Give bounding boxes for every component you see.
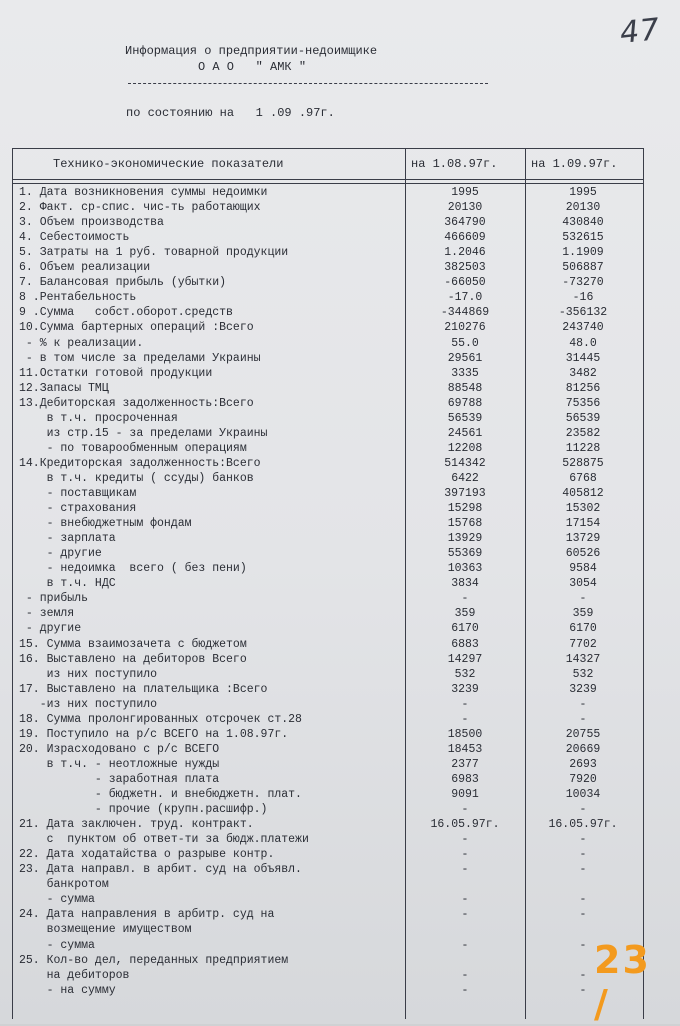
value-sep: 60526 (565, 547, 601, 561)
value-aug: 6883 (451, 637, 479, 651)
value-aug: 2377 (451, 757, 479, 771)
value-sep: 17154 (565, 517, 601, 531)
row-label: 25. Кол-во дел, переданных предприятием (19, 953, 289, 967)
value-sep: 243740 (562, 321, 604, 335)
value-aug: 20130 (447, 201, 483, 215)
value-sep: 532615 (562, 231, 604, 245)
row-label: из стр.15 - за пределами Украины (19, 426, 268, 440)
value-aug: -17.0 (447, 291, 483, 305)
value-sep: 7920 (569, 772, 597, 786)
row-label: 2. Факт. ср-спис. чис-ть работающих (19, 201, 261, 215)
value-aug: - (461, 712, 469, 726)
value-aug: - (461, 697, 469, 711)
value-sep: 13729 (565, 532, 601, 546)
value-sep: - (579, 908, 587, 922)
row-label: 5. Затраты на 1 руб. товарной продукции (19, 246, 289, 260)
row-label: 11.Остатки готовой продукции (19, 366, 213, 380)
value-sep: 7702 (569, 637, 597, 651)
row-label: 4. Себестоимость (19, 231, 130, 245)
table-row (13, 501, 643, 517)
row-label: - по товарообменным операциям (19, 441, 247, 455)
table-row (13, 968, 643, 984)
row-label: на дебиторов (19, 968, 130, 982)
row-label: - прибыль (19, 592, 89, 606)
row-label: - заработная плата (19, 772, 220, 786)
table-row (13, 561, 643, 577)
value-sep: 6768 (569, 471, 597, 485)
value-aug: 15298 (447, 502, 483, 516)
table-row (13, 426, 643, 442)
row-label: 14.Кредиторская задолженность:Всего (19, 456, 261, 470)
company-name: О А О " АМК " (198, 60, 307, 74)
value-aug: - (461, 983, 469, 997)
row-label: в т.ч. - неотложные нужды (19, 757, 220, 771)
value-sep: 10034 (565, 788, 601, 801)
row-label: - недоимка всего ( без пени) (19, 562, 247, 576)
table-row (13, 742, 643, 758)
value-aug: - (461, 938, 469, 952)
column-header-indicators: Технико-экономические показатели (53, 157, 284, 171)
table-row (13, 456, 643, 472)
value-aug: 55369 (447, 547, 483, 561)
table-row (13, 320, 643, 336)
row-label: - на сумму (19, 983, 116, 997)
value-sep: -73270 (562, 276, 604, 290)
value-sep: - (579, 803, 587, 817)
table-row (13, 712, 643, 728)
value-aug: 18500 (447, 727, 483, 741)
value-sep: - (579, 983, 587, 997)
value-aug: - (461, 803, 469, 817)
value-sep: 75356 (565, 396, 601, 410)
row-label: 7. Балансовая прибыль (убытки) (19, 276, 227, 290)
value-aug: 397193 (444, 487, 486, 500)
row-label: 20. Израсходовано с р/с ВСЕГО (19, 742, 220, 756)
value-sep: 3239 (569, 682, 597, 696)
value-sep: 1.1909 (562, 246, 604, 260)
table-row (13, 305, 643, 321)
table-row (13, 200, 643, 216)
table-row (13, 411, 643, 427)
row-label: возмещение имуществом (19, 923, 192, 937)
row-label: - сумма (19, 893, 95, 907)
value-aug: 364790 (444, 216, 486, 230)
table-row (13, 275, 643, 291)
table-row (13, 351, 643, 367)
table-row (13, 621, 643, 637)
table-row (13, 772, 643, 788)
table-row (13, 381, 643, 397)
row-label: 3. Объем производства (19, 216, 164, 230)
table-row (13, 817, 643, 833)
row-label: из них поступило (19, 667, 158, 681)
value-sep: - (579, 863, 587, 877)
row-label: 18. Сумма пролонгированных отсрочек ст.28 (19, 712, 302, 726)
value-sep: 430840 (562, 216, 604, 230)
row-label: в т.ч. просроченная (19, 411, 178, 425)
row-label: 16. Выставлено на дебиторов Всего (19, 652, 247, 666)
value-aug: 24561 (447, 426, 483, 440)
header-rule (13, 179, 643, 180)
value-sep: 1995 (569, 186, 597, 199)
row-label: 8 .Рентабельность (19, 291, 137, 305)
value-aug: 56539 (447, 411, 483, 425)
value-sep: 20669 (565, 742, 601, 756)
row-label: - земля (19, 607, 75, 621)
value-aug: - (461, 848, 469, 862)
table-row (13, 983, 643, 999)
row-label: 22. Дата ходатайства о разрыве контр. (19, 848, 275, 862)
table-row (13, 727, 643, 743)
value-sep: -16 (572, 291, 594, 305)
value-sep: 3482 (569, 366, 597, 380)
table-row (13, 907, 643, 923)
table-row (13, 396, 643, 412)
value-aug: 55.0 (451, 336, 479, 350)
value-sep: 48.0 (569, 336, 597, 350)
value-sep: 6170 (569, 622, 597, 636)
table-row (13, 591, 643, 607)
table-row (13, 667, 643, 683)
row-label: 15. Сумма взаимозачета с бюджетом (19, 637, 247, 651)
column-header-aug: на 1.08.97г. (411, 157, 498, 171)
table-row (13, 862, 643, 878)
row-label: 17. Выставлено на плательщика :Всего (19, 682, 268, 696)
value-aug: 10363 (447, 562, 483, 576)
row-label: 21. Дата заключен. труд. контракт. (19, 818, 254, 832)
value-aug: - (461, 968, 469, 982)
table-row (13, 336, 643, 352)
value-aug: 13929 (447, 532, 483, 546)
value-sep: 2693 (569, 757, 597, 771)
row-label: в т.ч. НДС (19, 577, 116, 591)
document-title: Информация о предприятии-недоимщике (125, 44, 378, 58)
value-sep: 81256 (565, 381, 601, 395)
value-aug: -66050 (444, 276, 486, 290)
table-row (13, 787, 643, 803)
table-row (13, 531, 643, 547)
value-aug: - (461, 863, 469, 877)
value-aug: -344869 (440, 306, 490, 320)
value-sep: - (579, 848, 587, 862)
row-label: 6. Объем реализации (19, 261, 151, 275)
value-aug: 3335 (451, 366, 479, 380)
row-label: 9 .Сумма собст.оборот.средств (19, 306, 233, 320)
table-row (13, 215, 643, 231)
table-row (13, 938, 643, 954)
value-sep: - (579, 697, 587, 711)
row-label: - в том числе за пределами Украины (19, 351, 261, 365)
date-stamp-mark: 23 / (594, 938, 651, 1026)
value-aug: 18453 (447, 742, 483, 756)
table-row (13, 697, 643, 713)
value-aug: 6422 (451, 471, 479, 485)
value-aug: - (461, 908, 469, 922)
value-aug: 16.05.97г. (430, 818, 500, 832)
value-sep: - (579, 712, 587, 726)
table-row (13, 802, 643, 818)
value-sep: - (579, 968, 587, 982)
table-row (13, 637, 643, 653)
row-label: - бюджетн. и внебюджетн. плат. (19, 788, 302, 801)
row-label: 12.Запасы ТМЦ (19, 381, 109, 395)
value-aug: 88548 (447, 381, 483, 395)
table-row (13, 892, 643, 908)
value-aug: 1995 (451, 186, 479, 199)
value-aug: 1.2046 (444, 246, 486, 260)
table-row (13, 441, 643, 457)
value-aug: 210276 (444, 321, 486, 335)
row-label: - страхования (19, 502, 137, 516)
value-aug: 69788 (447, 396, 483, 410)
value-aug: 382503 (444, 261, 486, 275)
table-row (13, 757, 643, 773)
row-label: - другие (19, 622, 82, 636)
row-label: - сумма (19, 938, 95, 952)
table-row (13, 471, 643, 487)
row-label: - зарплата (19, 532, 116, 546)
row-label: 10.Сумма бартерных операций :Всего (19, 321, 254, 335)
value-sep: 23582 (565, 426, 601, 440)
value-sep: 9584 (569, 562, 597, 576)
value-sep: -356132 (558, 306, 608, 320)
table-row (13, 260, 643, 276)
table-row (13, 682, 643, 698)
value-aug: 9091 (451, 788, 479, 801)
value-sep: - (579, 592, 587, 606)
table-row (13, 652, 643, 668)
page-number: 47 (618, 11, 662, 52)
value-sep: 14327 (565, 652, 601, 666)
row-label: - % к реализации. (19, 336, 144, 350)
value-sep: 11228 (565, 441, 601, 455)
value-aug: 6983 (451, 772, 479, 786)
table-row (13, 953, 643, 969)
value-sep: 532 (572, 667, 594, 681)
value-sep: - (579, 938, 587, 952)
row-label: 1. Дата возникновения суммы недоимки (19, 186, 268, 199)
table-row (13, 606, 643, 622)
row-label: - поставщикам (19, 487, 137, 500)
value-sep: 359 (572, 607, 594, 621)
value-sep: 16.05.97г. (548, 818, 618, 832)
table-row (13, 877, 643, 893)
value-sep: 56539 (565, 411, 601, 425)
row-label: 13.Дебиторская задолженность:Всего (19, 396, 254, 410)
row-label: - другие (19, 547, 102, 561)
table-row (13, 576, 643, 592)
value-aug: 3834 (451, 577, 479, 591)
header-rule (13, 183, 643, 184)
value-aug: 359 (454, 607, 476, 621)
title-underline (128, 83, 488, 84)
row-label: 23. Дата направл. в арбит. суд на объявл. (19, 863, 302, 877)
value-aug: - (461, 833, 469, 847)
value-sep: 15302 (565, 502, 601, 516)
row-label: - внебюджетным фондам (19, 517, 192, 531)
column-header-sep: на 1.09.97г. (531, 157, 618, 171)
table-row (13, 230, 643, 246)
value-aug: 3239 (451, 682, 479, 696)
value-aug: 15768 (447, 517, 483, 531)
table-row (13, 245, 643, 261)
row-label: - прочие (крупн.расшифр.) (19, 803, 268, 817)
table-row (13, 922, 643, 938)
value-aug: 12208 (447, 441, 483, 455)
value-sep: 506887 (562, 261, 604, 275)
row-label: 19. Поступило на р/с ВСЕГО на 1.08.97г. (19, 727, 289, 741)
value-sep: 20755 (565, 727, 601, 741)
value-aug: 514342 (444, 456, 486, 470)
row-label: 24. Дата направления в арбитр. суд на (19, 908, 275, 922)
table-row (13, 366, 643, 382)
indicators-table (12, 148, 644, 1019)
value-sep: 528875 (562, 456, 604, 470)
value-aug: 14297 (447, 652, 483, 666)
value-sep: - (579, 893, 587, 907)
value-aug: 466609 (444, 231, 486, 245)
row-label: с пунктом об ответ-ти за бюдж.платежи (19, 833, 309, 847)
report-date: по состоянию на 1 .09 .97г. (126, 106, 335, 120)
row-label: банкротом (19, 878, 109, 892)
value-sep: 20130 (565, 201, 601, 215)
table-row (13, 546, 643, 562)
table-row (13, 185, 643, 201)
value-aug: - (461, 592, 469, 606)
row-label: -из них поступило (19, 697, 158, 711)
table-row (13, 516, 643, 532)
value-sep: 31445 (565, 351, 601, 365)
value-sep: 3054 (569, 577, 597, 591)
value-sep: 405812 (562, 487, 604, 500)
value-aug: - (461, 893, 469, 907)
value-aug: 6170 (451, 622, 479, 636)
table-row (13, 486, 643, 502)
table-row (13, 290, 643, 306)
table-row (13, 847, 643, 863)
row-label: в т.ч. кредиты ( ссуды) банков (19, 471, 254, 485)
table-row (13, 832, 643, 848)
value-sep: - (579, 833, 587, 847)
value-aug: 532 (454, 667, 476, 681)
value-aug: 29561 (447, 351, 483, 365)
